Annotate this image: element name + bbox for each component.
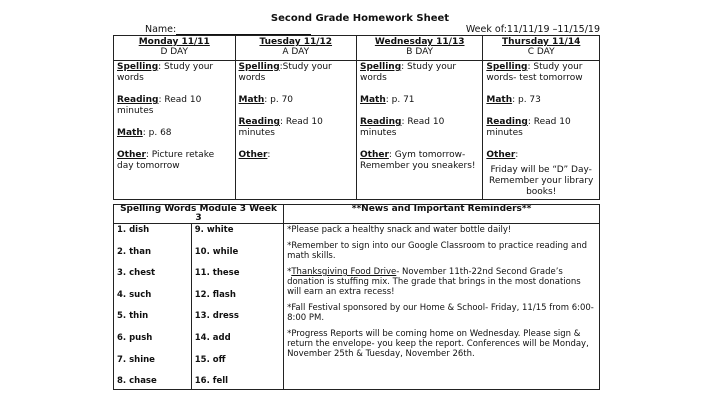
list-item: Reading: Read 10 minutes bbox=[238, 117, 323, 138]
week-of: Week of:11/11/19 –11/15/19 bbox=[465, 24, 600, 35]
list-item: 7. shine bbox=[117, 354, 155, 365]
day-cell-thursday bbox=[483, 61, 600, 200]
spelling-col-1 bbox=[114, 224, 192, 390]
spelling-news-table bbox=[113, 204, 600, 390]
list-item: 10. while bbox=[194, 246, 239, 257]
news-item: *Please pack a healthy snack and water bottle daily! bbox=[287, 225, 512, 235]
news-item: *Remember to sign into our Google Classroom to practice reading and math skills. bbox=[287, 241, 587, 261]
day-header-row bbox=[114, 36, 600, 61]
list-item: Reading: Read 10 minutes bbox=[360, 117, 445, 138]
list-item: Math: p. 68 bbox=[117, 128, 172, 138]
list-item: Math: p. 71 bbox=[360, 95, 415, 105]
list-item: 13. dress bbox=[194, 311, 239, 322]
name-field bbox=[145, 24, 311, 35]
day-cell-wednesday bbox=[357, 61, 483, 200]
news-item: *Thanksgiving Food Drive- November 11th-22nd Second Grade’s donation is stuffing mix. The grade that brings in the most donations will earn an extra recess! bbox=[287, 267, 581, 297]
list-item: Math: p. 73 bbox=[486, 95, 541, 105]
list-item: Reading: Read 10 minutes bbox=[486, 117, 571, 138]
list-item: Spelling: Study your words- test tomorrow bbox=[486, 62, 583, 83]
list-item: 12. flash bbox=[194, 289, 236, 300]
list-item: Spelling: Study your words bbox=[360, 62, 457, 83]
page-title: Second Grade Homework Sheet bbox=[270, 13, 450, 24]
spelling-col-2 bbox=[191, 224, 283, 390]
list-item: Spelling:Study your words bbox=[238, 62, 332, 83]
name-line bbox=[176, 25, 311, 35]
day-header-thursday: Thursday 11/14 C DAY bbox=[483, 36, 600, 61]
news-item: *Progress Reports will be coming home on Wednesday. Please sign & return the envelope- you keep the report. Conferences will be Monday, November 25th & Tuesday, November 26th. bbox=[287, 329, 589, 359]
list-item: 2. than bbox=[117, 246, 152, 257]
list-item: 3. chest bbox=[117, 268, 156, 279]
bottom-header-row bbox=[114, 205, 600, 224]
list-item: Other: bbox=[238, 150, 271, 160]
news-heading: **News and Important Reminders** bbox=[284, 205, 600, 224]
day-cell-monday bbox=[114, 61, 236, 200]
day-header-wednesday: Wednesday 11/13 B DAY bbox=[357, 36, 483, 61]
list-item: Reading: Read 10 minutes bbox=[117, 95, 202, 116]
name-label: Name: bbox=[145, 24, 177, 35]
bottom-body-row bbox=[114, 224, 600, 390]
friday-note: Friday will be “D” Day- Remember your library books! bbox=[489, 165, 594, 197]
food-drive-title: Thanksgiving Food Drive bbox=[291, 267, 397, 277]
list-item: 9. white bbox=[194, 225, 234, 235]
day-cell-tuesday bbox=[235, 61, 357, 200]
news-cell bbox=[284, 224, 600, 390]
day-body-row bbox=[114, 61, 600, 200]
list-item: 14. add bbox=[194, 332, 231, 343]
list-item: Math: p. 70 bbox=[238, 95, 294, 105]
news-item: *Fall Festival sponsored by our Home & School- Friday, 11/15 from 6:00-8:00 PM. bbox=[287, 303, 594, 323]
day-header-tuesday: Tuesday 11/12 A DAY bbox=[235, 36, 357, 61]
list-item: 5. thin bbox=[117, 311, 149, 322]
homework-table bbox=[113, 35, 600, 200]
list-item: 6. push bbox=[117, 332, 153, 343]
list-item: 1. dish bbox=[117, 225, 150, 235]
list-item: 16. fell bbox=[194, 376, 229, 387]
spelling-heading: Spelling Words Module 3 Week 3 bbox=[114, 205, 284, 224]
list-item: 15. off bbox=[194, 354, 226, 365]
list-item: Other: bbox=[486, 150, 519, 160]
list-item: Other: Picture retake day tomorrow bbox=[117, 150, 215, 171]
list-item: 4. such bbox=[117, 289, 152, 300]
list-item: 11. these bbox=[194, 268, 240, 279]
list-item: Other: Gym tomorrow- Remember you sneakers! bbox=[360, 150, 476, 171]
list-item: 8. chase bbox=[117, 376, 157, 387]
day-header-monday: Monday 11/11 D DAY bbox=[114, 36, 236, 61]
list-item: Spelling: Study your words bbox=[117, 62, 214, 83]
